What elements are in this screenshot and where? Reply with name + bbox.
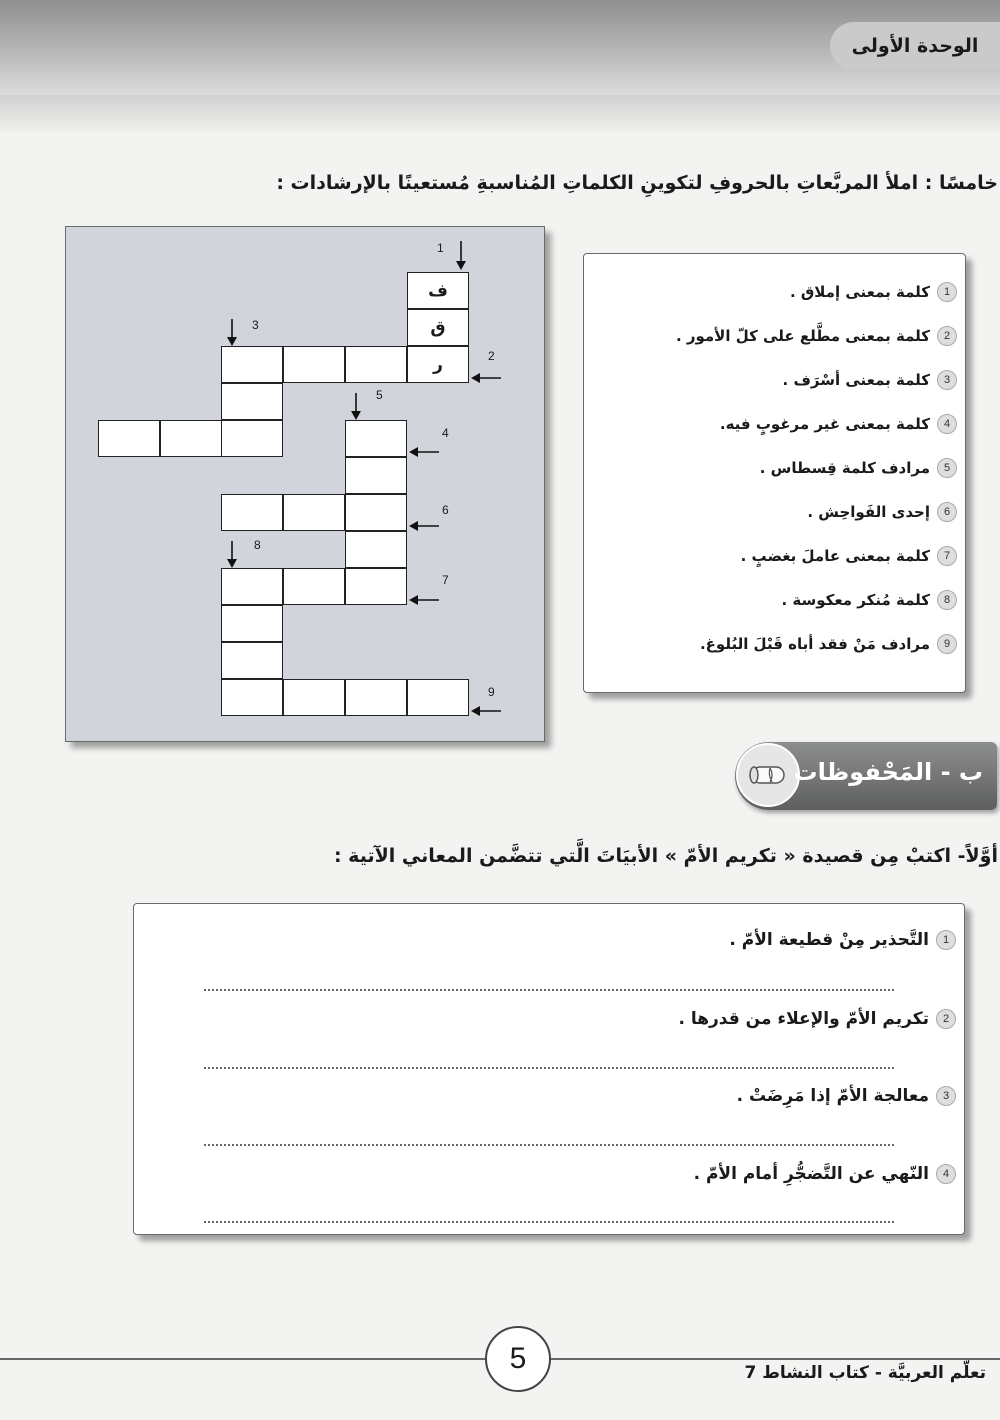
clue-number-9: 9 <box>488 685 495 699</box>
clue-text: كلمة بمعنى مطَّلع على كلّ الأمور . <box>675 327 930 345</box>
answer-line[interactable] <box>204 1067 894 1069</box>
answer-line[interactable] <box>204 1221 894 1223</box>
grid-cell[interactable] <box>221 420 283 457</box>
grid-cell[interactable] <box>345 531 407 568</box>
number-badge: 6 <box>937 502 957 522</box>
grid-cell[interactable] <box>221 346 283 383</box>
prompt-item <box>737 1086 956 1106</box>
answer-line[interactable] <box>204 989 894 991</box>
clue-item <box>807 502 957 522</box>
book-title: تعلّم العربيَّة - كتاب النشاط 7 <box>744 1363 986 1383</box>
answer-panel <box>133 903 965 1235</box>
scroll-icon <box>736 743 800 807</box>
clue-item <box>781 590 957 610</box>
clue-number-3: 3 <box>252 318 259 332</box>
clue-number-2: 2 <box>488 349 495 363</box>
crossword-heading: خامسًا : املأ المربَّعاتِ بالحروفِ لتكوينِ الكلماتِ المُناسبةِ مُستعينًا بالإرشادات : <box>276 172 998 194</box>
number-badge: 1 <box>937 282 957 302</box>
arrow-down-icon <box>226 319 238 347</box>
unit-title: الوحدة الأولى <box>830 22 1000 70</box>
clue-item <box>790 282 957 302</box>
grid-cell[interactable]: ف <box>407 272 469 309</box>
grid-cell[interactable] <box>98 420 160 457</box>
section-title: ب - المَحْفوظات <box>793 758 983 786</box>
prompt-text: النّهي عن التَّضجُّرِ أمام الأمّ . <box>693 1164 929 1184</box>
grid-cell[interactable] <box>221 679 283 716</box>
clue-item <box>741 546 957 566</box>
grid-cell[interactable] <box>345 420 407 457</box>
grid-cell[interactable]: ق <box>407 309 469 346</box>
clue-text: إحدى الفَواحِش . <box>807 503 930 521</box>
number-badge: 2 <box>937 326 957 346</box>
prompt-item <box>678 1009 956 1029</box>
prompt-text: تكريم الأمّ والإعلاء من قدرها . <box>678 1009 929 1029</box>
clue-text: مرادف كلمة قِسطاس . <box>759 459 930 477</box>
page-number: 5 <box>485 1326 551 1392</box>
clue-item <box>783 370 957 390</box>
number-badge: 1 <box>936 930 956 950</box>
clue-text: كلمة بمعنى عاملَ بغضبٍ . <box>740 547 930 565</box>
number-badge: 4 <box>937 414 957 434</box>
clue-number-7: 7 <box>442 573 449 587</box>
arrow-left-icon <box>409 520 439 532</box>
clue-text: كلمة بمعنى غير مرغوبٍ فيه. <box>719 415 930 433</box>
clue-number-5: 5 <box>376 388 383 402</box>
clue-text: كلمة مُنكر معكوسة . <box>781 591 930 609</box>
grid-cell[interactable] <box>407 679 469 716</box>
grid-cell[interactable] <box>283 679 345 716</box>
grid-cell[interactable] <box>221 494 283 531</box>
number-badge: 2 <box>936 1009 956 1029</box>
clue-item <box>676 326 957 346</box>
grid-cell[interactable] <box>221 605 283 642</box>
number-badge: 7 <box>937 546 957 566</box>
grid-cell[interactable]: ر <box>407 346 469 383</box>
number-badge: 4 <box>936 1164 956 1184</box>
arrow-left-icon <box>409 594 439 606</box>
grid-cell[interactable] <box>160 420 222 457</box>
clue-number-8: 8 <box>254 538 261 552</box>
arrow-down-icon <box>350 393 362 421</box>
arrow-left-icon <box>409 446 439 458</box>
arrow-left-icon <box>471 705 501 717</box>
number-badge: 8 <box>937 590 957 610</box>
answer-line[interactable] <box>204 1144 894 1146</box>
arrow-left-icon <box>471 372 501 384</box>
number-badge: 9 <box>937 634 957 654</box>
grid-cell[interactable] <box>283 494 345 531</box>
prompt-item <box>694 1164 956 1184</box>
clue-text: كلمة بمعنى أسْرَف . <box>782 371 930 389</box>
grid-cell[interactable] <box>221 568 283 605</box>
grid-cell[interactable] <box>345 494 407 531</box>
header-shadow <box>0 95 1000 135</box>
clue-text: كلمة بمعنى إملاق . <box>789 283 930 301</box>
grid-cell[interactable] <box>345 679 407 716</box>
clue-number-6: 6 <box>442 503 449 517</box>
memorization-instruction: أوَّلاً- اكتبْ مِن قصيدة « تكريم الأمّ » الأبيَاتَ الَّتي تتضَّمن المعاني الآتية : <box>333 845 998 867</box>
number-badge: 3 <box>936 1086 956 1106</box>
grid-cell[interactable] <box>221 642 283 679</box>
clue-number-4: 4 <box>442 426 449 440</box>
number-badge: 3 <box>937 370 957 390</box>
clue-item <box>700 634 957 654</box>
arrow-down-icon <box>455 241 467 271</box>
number-badge: 5 <box>937 458 957 478</box>
grid-cell[interactable] <box>345 457 407 494</box>
prompt-item <box>729 930 956 950</box>
grid-cell[interactable] <box>283 346 345 383</box>
grid-cell[interactable] <box>221 383 283 420</box>
prompt-text: معالجة الأمّ إذا مَرِضَتْ . <box>736 1086 929 1106</box>
grid-cell[interactable] <box>345 568 407 605</box>
clue-item <box>760 458 957 478</box>
section-banner <box>735 742 997 810</box>
clue-item <box>720 414 957 434</box>
prompt-text: التَّحذير مِنْ قطيعة الأمّ . <box>729 930 929 950</box>
grid-cell[interactable] <box>283 568 345 605</box>
grid-cell[interactable] <box>345 346 407 383</box>
arrow-down-icon <box>226 541 238 569</box>
clue-number-1: 1 <box>437 241 444 255</box>
crossword-grid <box>65 226 545 742</box>
clues-panel <box>583 253 966 693</box>
clue-text: مرادف مَنْ فقد أباه قَبْلَ البُلوغ. <box>699 635 930 653</box>
